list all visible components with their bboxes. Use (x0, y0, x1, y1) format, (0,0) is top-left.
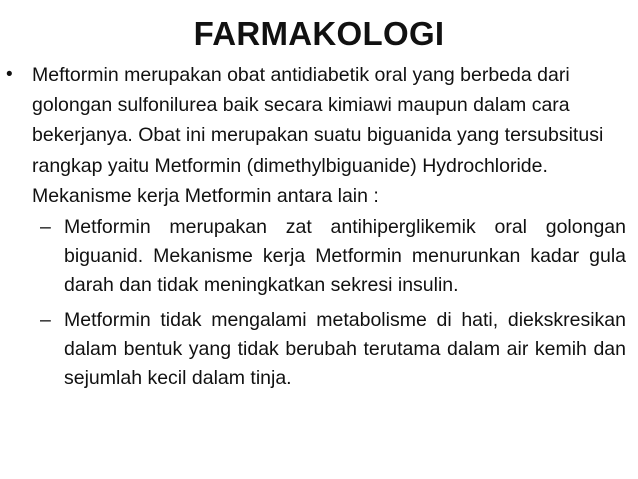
sub-bullet-text: Metformin tidak mengalami metabolisme di hati, diekskresikan dalam bentuk yang tidak berubah terutama dalam air kemih dan sejumlah kecil dalam tinja. (64, 309, 626, 390)
sub-bullet-item (40, 213, 626, 300)
dash-marker: – (40, 216, 51, 239)
bullet-marker: • (6, 64, 13, 85)
bullet-item (6, 60, 622, 211)
sub-bullet-item (40, 306, 626, 393)
bullet-list (6, 60, 626, 399)
sub-bullet-text: Metformin merupakan zat antihiperglikemik oral golongan biguanid. Mekanisme kerja Metformin menurunkan kadar gula darah dan tidak meningkatkan sekresi insulin. (64, 216, 626, 297)
sub-bullet-list (6, 213, 626, 393)
slide-title: FARMAKOLOGI (193, 15, 445, 52)
dash-marker: – (40, 309, 51, 332)
bullet-text: Meftormin merupakan obat antidiabetik oral yang berbeda dari golongan sulfonilurea baik secara kimiawi maupun dalam cara bekerjanya. Obat ini merupakan suatu biguanida yang tersubsitusi rangkap yaitu Metformin (dimethylbiguanide) Hydrochloride. Mekanisme kerja Metformin antara lain : (32, 64, 604, 207)
